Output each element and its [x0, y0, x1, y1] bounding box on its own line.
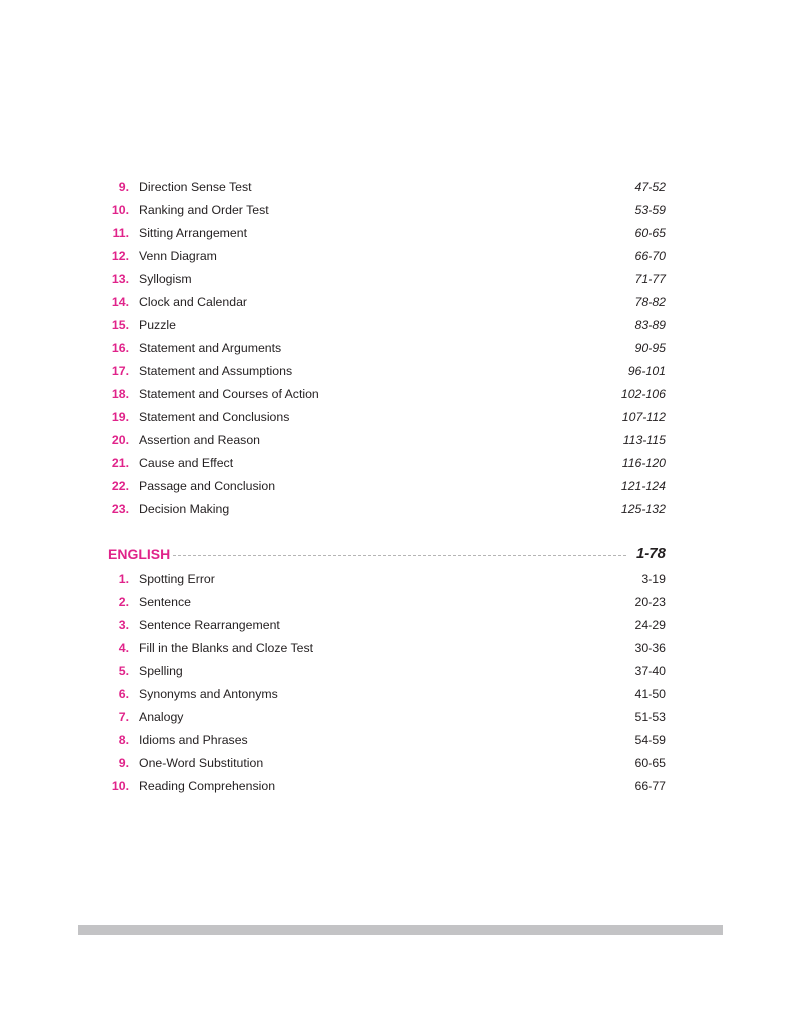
item-page-range: 83-89: [634, 318, 666, 332]
contents-row: [100, 337, 666, 360]
item-title: Spelling: [139, 664, 183, 678]
contents-row: [100, 683, 666, 706]
item-page-range: 78-82: [634, 295, 666, 309]
item-page-range: 66-77: [634, 779, 666, 793]
item-title: Statement and Assumptions: [139, 364, 293, 378]
item-title: Statement and Arguments: [139, 341, 282, 355]
item-page-range: 3-19: [641, 572, 666, 586]
item-title: Venn Diagram: [139, 249, 217, 263]
item-number: 12.: [111, 249, 129, 263]
item-title: Fill in the Blanks and Cloze Test: [139, 641, 314, 655]
contents-row: [100, 291, 666, 314]
item-page-range: 90-95: [634, 341, 666, 355]
item-number: 10.: [111, 203, 129, 217]
item-page-range: 102-106: [620, 387, 666, 401]
item-number: 13.: [111, 272, 129, 286]
contents-row: [100, 406, 666, 429]
item-title: Clock and Calendar: [139, 295, 248, 309]
contents-row: [100, 660, 666, 683]
item-number: 3.: [118, 618, 129, 632]
item-page-range: 30-36: [634, 641, 666, 655]
item-number: 9.: [118, 180, 129, 194]
english-contents-list: [100, 568, 666, 798]
item-number: 8.: [118, 733, 129, 747]
item-title: Cause and Effect: [139, 456, 234, 470]
reasoning-contents-list: [100, 176, 666, 521]
item-number: 2.: [118, 595, 129, 609]
item-title: Statement and Courses of Action: [139, 387, 319, 401]
item-page-range: 20-23: [634, 595, 666, 609]
item-number: 16.: [111, 341, 129, 355]
item-page-range: 51-53: [634, 710, 666, 724]
item-title: Analogy: [139, 710, 184, 724]
item-page-range: 113-115: [622, 433, 666, 447]
item-title: Synonyms and Antonyms: [139, 687, 278, 701]
item-number: 11.: [112, 226, 129, 240]
item-page-range: 60-65: [634, 756, 666, 770]
item-page-range: 47-52: [634, 180, 666, 194]
item-title: Puzzle: [139, 318, 176, 332]
contents-row: [100, 176, 666, 199]
item-page-range: 71-77: [634, 272, 666, 286]
leader-dots: [168, 555, 626, 556]
item-number: 19.: [111, 410, 129, 424]
item-page-range: 125-132: [620, 502, 666, 516]
item-number: 5.: [118, 664, 129, 678]
contents-row: [100, 383, 666, 406]
contents-row: [100, 637, 666, 660]
item-title: Syllogism: [139, 272, 192, 286]
item-title: Ranking and Order Test: [139, 203, 269, 217]
item-number: 1.: [118, 572, 129, 586]
contents-row: [100, 245, 666, 268]
item-number: 10.: [111, 779, 129, 793]
contents-row: [100, 199, 666, 222]
item-page-range: 66-70: [634, 249, 666, 263]
item-title: Statement and Conclusions: [139, 410, 290, 424]
contents-row: [100, 568, 666, 591]
item-title: Direction Sense Test: [139, 180, 252, 194]
contents-row: [100, 222, 666, 245]
item-title: Sitting Arrangement: [139, 226, 247, 240]
item-number: 21.: [111, 456, 129, 470]
footer-bar: [78, 925, 723, 935]
contents-row: [100, 268, 666, 291]
item-page-range: 41-50: [634, 687, 666, 701]
item-number: 18.: [111, 387, 129, 401]
item-page-range: 121-124: [620, 479, 666, 493]
section-title: ENGLISH: [108, 546, 171, 562]
item-page-range: 107-112: [621, 410, 666, 424]
contents-row: [100, 475, 666, 498]
contents-row: [100, 706, 666, 729]
item-page-range: 54-59: [634, 733, 666, 747]
contents-row: [100, 498, 666, 521]
contents-row: [100, 775, 666, 798]
english-section-header: [108, 544, 666, 566]
contents-row: [100, 452, 666, 475]
item-title: Assertion and Reason: [139, 433, 260, 447]
contents-row: [100, 591, 666, 614]
item-number: 6.: [118, 687, 129, 701]
item-page-range: 96-101: [627, 364, 666, 378]
item-number: 14.: [111, 295, 129, 309]
item-title: Sentence: [139, 595, 191, 609]
item-title: Idioms and Phrases: [139, 733, 248, 747]
item-page-range: 24-29: [634, 618, 666, 632]
contents-row: [100, 314, 666, 337]
item-page-range: 37-40: [634, 664, 666, 678]
contents-row: [100, 360, 666, 383]
item-page-range: 53-59: [634, 203, 666, 217]
item-number: 9.: [118, 756, 129, 770]
contents-row: [100, 729, 666, 752]
item-number: 23.: [111, 502, 129, 516]
item-title: Spotting Error: [139, 572, 215, 586]
item-title: Passage and Conclusion: [139, 479, 276, 493]
item-number: 22.: [111, 479, 129, 493]
item-title: Sentence Rearrangement: [139, 618, 280, 632]
item-number: 15.: [111, 318, 129, 332]
item-number: 17.: [111, 364, 129, 378]
section-page-range: 1-78: [632, 545, 666, 562]
contents-row: [100, 752, 666, 775]
item-number: 20.: [111, 433, 129, 447]
item-number: 7.: [118, 710, 129, 724]
contents-row: [100, 429, 666, 452]
item-title: Reading Comprehension: [139, 779, 276, 793]
item-title: Decision Making: [139, 502, 230, 516]
item-title: One-Word Substitution: [139, 756, 264, 770]
item-number: 4.: [118, 641, 129, 655]
contents-row: [100, 614, 666, 637]
item-page-range: 60-65: [634, 226, 666, 240]
item-page-range: 116-120: [621, 456, 666, 470]
